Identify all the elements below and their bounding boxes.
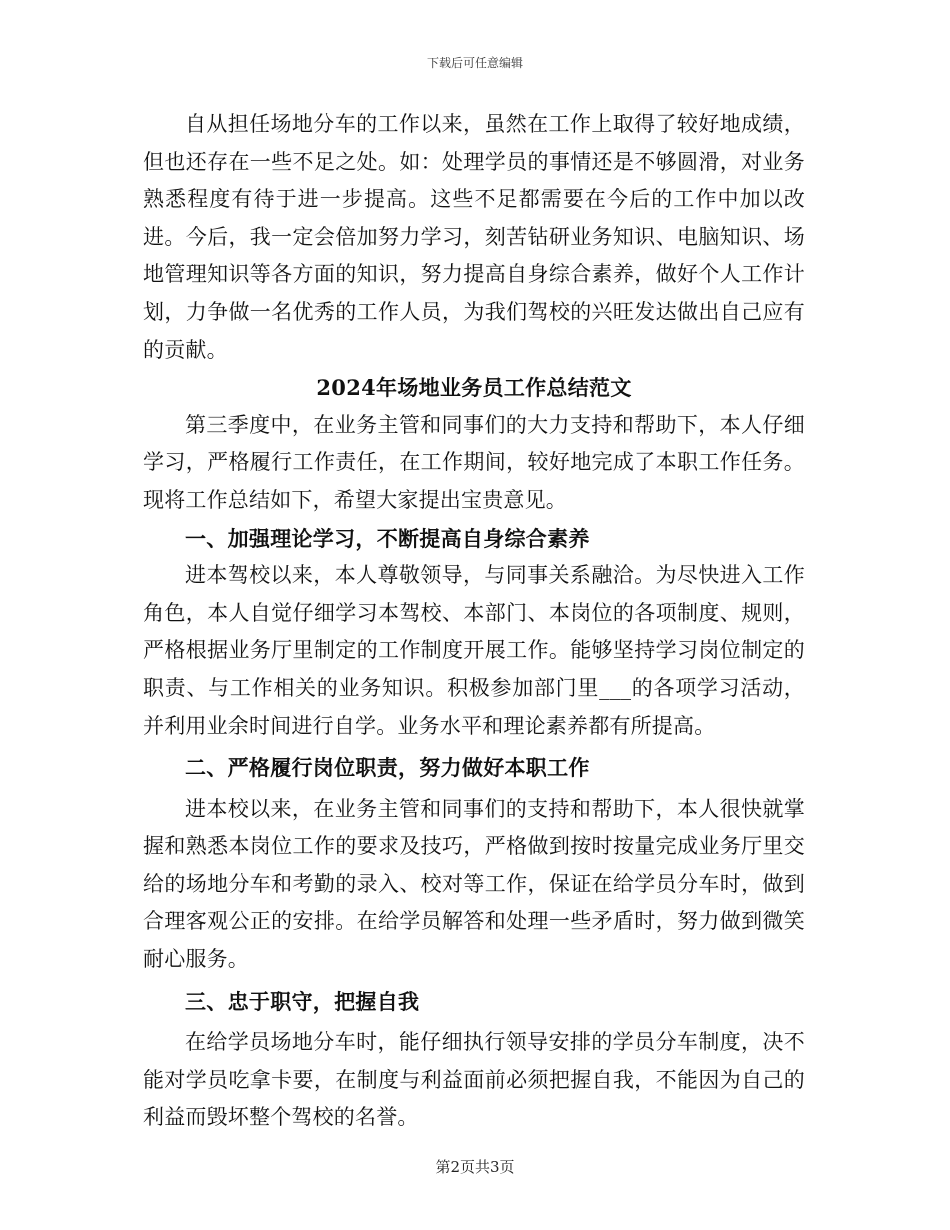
intro-paragraph: 自从担任场地分车的工作以来，虽然在工作上取得了较好地成绩，但也还存在一些不足之处。如：处理学员的事情还是不够圆滑，对业务熟悉程度有待于进一步提高。这些不足都需要在今后的工作中加以改进。今后，我一定会倍加努力学习，刻苦钻研业务知识、电脑知识、场地管理知识等各方面的知识，努力提高自身综合素养，做好个人工作计划，力争做一名优秀的工作人员，为我们驾校的兴旺发达做出自己应有的贡献。 — [143, 112, 805, 362]
document-title: 2024年场地业务员工作总结范文 — [316, 375, 632, 401]
section-paragraph-1: 进本驾校以来，本人尊敬领导，与同事关系融洽。为尽快进入工作角色，本人自觉仔细学习本驾校、本部门、本岗位的各项制度、规则，严格根据业务厅里制定的工作制度开展工作。能够坚持学习岗位制定的职责、与工作相关的业务知识。积极参加部门里___的各项学习活动，并利用业余时间进行自学。业务水平和理论素养都有所提高。 — [143, 563, 805, 738]
section-heading-1: 一、加强理论学习，不断提高自身综合素养 — [185, 525, 590, 551]
document-body — [143, 106, 805, 1137]
opening-paragraph: 第三季度中，在业务主管和同事们的大力支持和帮助下，本人仔细学习，严格履行工作责任，在工作期间，较好地完成了本职工作任务。现将工作总结如下，希望大家提出宝贵意见。 — [143, 412, 805, 512]
section-heading-2: 二、严格履行岗位职责，努力做好本职工作 — [185, 755, 590, 781]
page-number: 第2页共3页 — [435, 1158, 515, 1176]
section-paragraph-3: 在给学员场地分车时，能仔细执行领导安排的学员分车制度，决不能对学员吃拿卡要，在制度与利益面前必须把握自我，不能因为自己的利益而毁坏整个驾校的名誉。 — [143, 1030, 805, 1130]
page-header: 下载后可任意编辑 — [426, 56, 523, 70]
section-paragraph-2: 进本校以来，在业务主管和同事们的支持和帮助下，本人很快就掌握和熟悉本岗位工作的要求及技巧，严格做到按时按量完成业务厅里交给的场地分车和考勤的录入、校对等工作，保证在给学员分车时，做到合理客观公正的安排。在给学员解答和处理一些矛盾时，努力做到微笑耐心服务。 — [143, 796, 805, 972]
section-heading-3: 三、忠于职守，把握自我 — [185, 988, 420, 1014]
